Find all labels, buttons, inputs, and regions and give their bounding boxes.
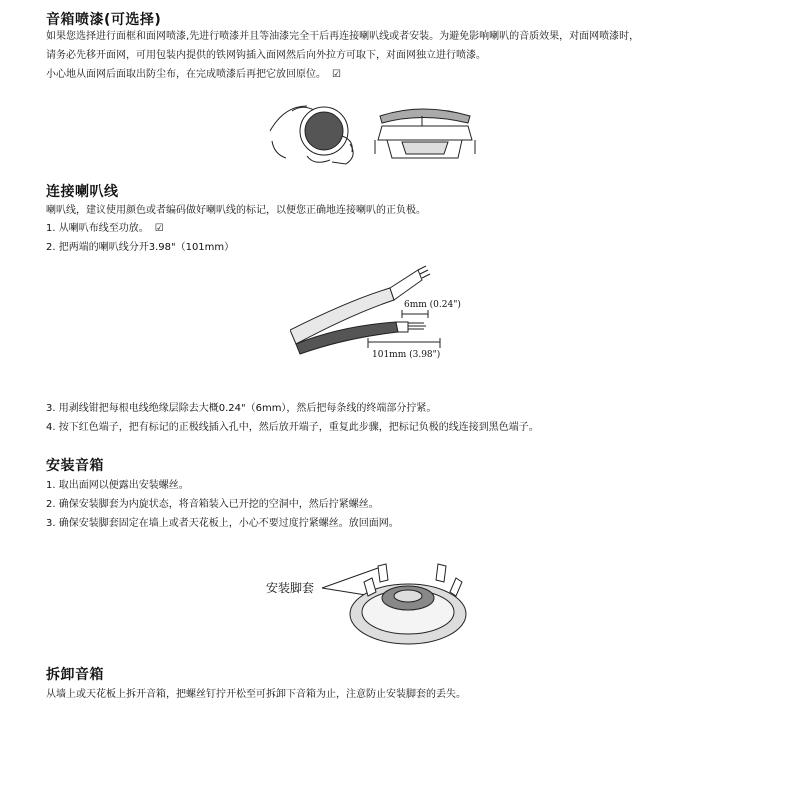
- lifted-grille: [380, 109, 470, 123]
- wire-step-3: 3. 用剥线钳把每根电线绝缘层除去大概0.24"（6mm），然后把每条线的终端部分拧紧。: [46, 403, 437, 414]
- mounting-foot-right: [436, 564, 446, 582]
- install-line-1: 1. 取出面网以便露出安装螺丝。: [46, 480, 189, 491]
- wire-line-3: 2. 把两端的喇叭线分开3.98"（101mm）: [46, 242, 235, 253]
- wire-line-2: [46, 222, 164, 236]
- wire-strip-figure: [290, 260, 490, 360]
- install-line-3: 3. 确保安装脚套固定在墙上或者天花板上，小心不要过度拧紧螺丝。放回面网。: [46, 518, 399, 529]
- install-figure: [260, 556, 470, 646]
- split-dimension-line: [368, 338, 440, 348]
- section-title-remove: 拆卸音箱: [46, 667, 104, 683]
- paint-line-3-text: 小心地从面网后面取出防尘布，在完成喷漆后再把它放回原位。: [46, 69, 326, 80]
- section-title-paint: 音箱喷漆(可选择): [46, 12, 162, 28]
- mounting-foot-callout: 安装脚套: [266, 581, 315, 595]
- split-length-label: 101mm (3.98"): [372, 350, 441, 360]
- grille-mesh: [305, 112, 343, 150]
- grille-removal-figure: [262, 96, 482, 171]
- paint-line-3: [46, 68, 341, 82]
- note-icon: ☑: [332, 69, 341, 80]
- wire-line-2-text: 1. 从喇叭布线至功放。: [46, 223, 149, 234]
- note-icon: ☑: [154, 223, 164, 234]
- wire-lower-strip: [396, 322, 408, 332]
- strip-length-label: 6mm (0.24"): [404, 300, 461, 310]
- paint-line-1: 如果您选择进行面框和面网喷漆,先进行喷漆并且等油漆完全干后再连接喇叭线或者安装。为避免影响喇叭的音质效果，对面网喷漆时，: [46, 31, 640, 42]
- mounting-foot-right-2: [450, 578, 462, 596]
- section-title-install: 安装音箱: [46, 458, 104, 474]
- wire-upper-end: [390, 270, 422, 300]
- strip-dimension-line: [402, 310, 428, 318]
- wire-step-4: 4. 按下红色端子，把有标记的正极线插入孔中，然后放开端子，重复此步骤，把标记负极的线连接到黑色端子。: [46, 422, 539, 433]
- remove-line-1: 从墙上或天花板上拆开音箱，把螺丝钉拧开松至可拆卸下音箱为止，注意防止安装脚套的丢失。: [46, 689, 466, 700]
- install-line-2: 2. 确保安装脚套为内旋状态，将音箱装入已开挖的空洞中，然后拧紧螺丝。: [46, 499, 379, 510]
- paint-line-2: 请务必先移开面网，可用包装内提供的铁网钩插入面网然后向外拉方可取下，对面网独立进行喷漆。: [46, 50, 486, 61]
- section-title-wire: 连接喇叭线: [46, 184, 119, 200]
- speaker-frame-top: [378, 126, 472, 140]
- wire-lower-strands: [408, 323, 426, 329]
- mounting-foot-left-2: [378, 564, 388, 582]
- wire-line-1: 喇叭线，建议使用颜色或者编码做好喇叭线的标记，以便您正确地连接喇叭的正负极。: [46, 205, 426, 216]
